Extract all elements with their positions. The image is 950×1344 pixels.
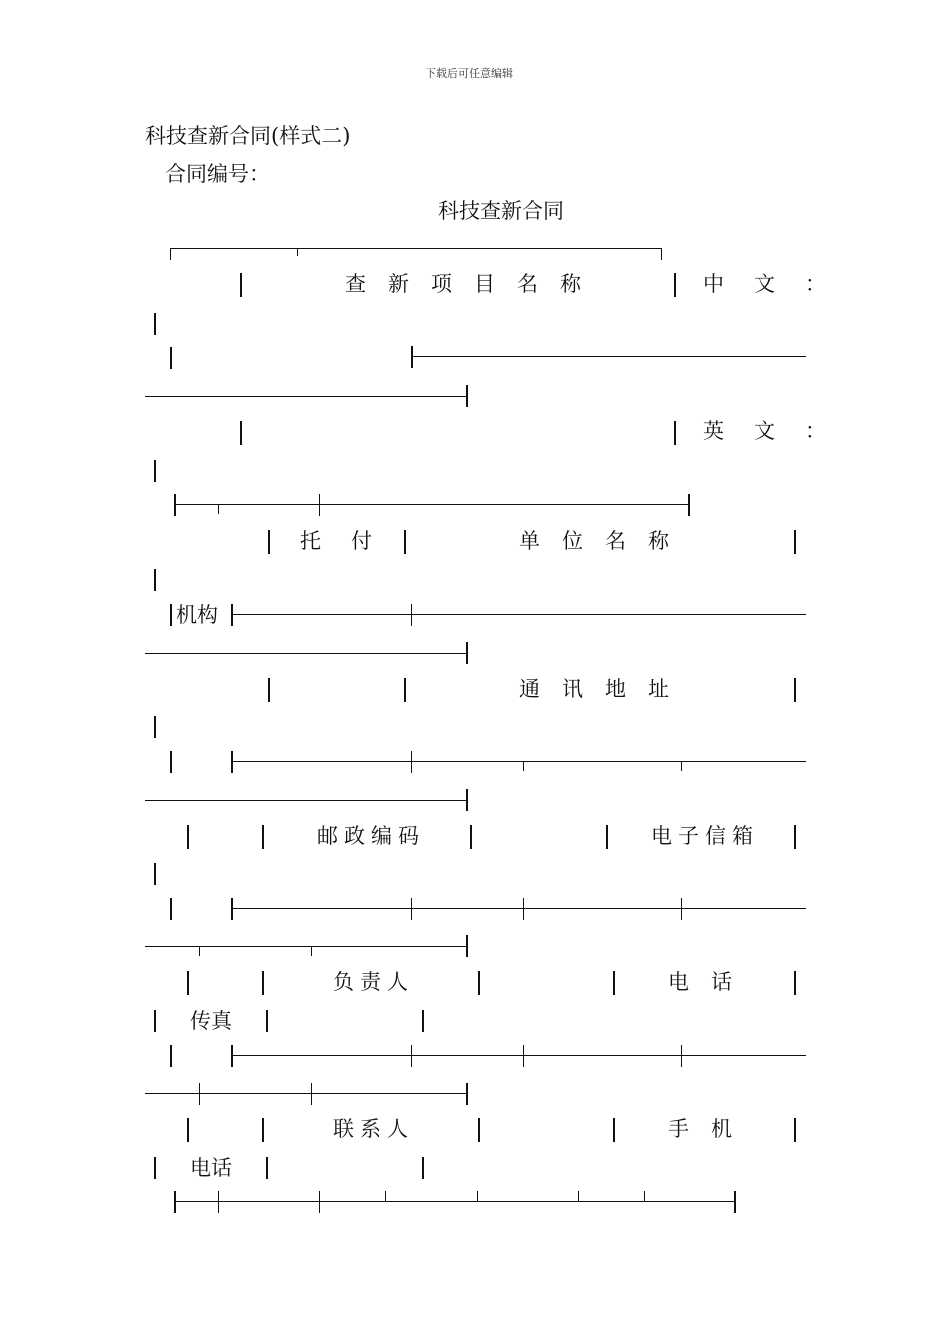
address-label: 通讯地址 <box>519 677 691 701</box>
row-separator <box>145 946 467 947</box>
cell-divider <box>240 421 242 445</box>
cell-divider <box>466 789 468 811</box>
cell-divider <box>154 716 156 738</box>
cell-divider <box>262 971 264 995</box>
cell-divider <box>154 569 156 591</box>
cell-divider <box>794 1118 796 1142</box>
row-separator <box>231 908 806 909</box>
cell-divider <box>674 421 676 445</box>
cell-divider <box>794 825 796 849</box>
cell-divider <box>681 761 682 771</box>
consignor-label: 托付 <box>300 529 402 553</box>
cell-divider <box>311 1083 312 1105</box>
cell-divider <box>466 385 468 407</box>
cell-divider <box>681 1045 682 1067</box>
cell-divider <box>466 642 468 664</box>
phone-label: 电话 <box>668 970 754 994</box>
person-in-charge-label: 负责人 <box>333 970 414 994</box>
cell-divider <box>199 946 200 956</box>
row-separator <box>231 1055 806 1056</box>
cell-divider <box>154 1157 156 1179</box>
row-separator <box>231 761 806 762</box>
cell-divider <box>404 678 406 702</box>
unit-name-label: 单位名称 <box>519 529 691 553</box>
cell-divider <box>154 313 156 335</box>
cell-divider <box>478 1118 480 1142</box>
cell-divider <box>681 898 682 920</box>
cell-divider <box>411 751 412 773</box>
cell-divider <box>266 1157 268 1179</box>
english-label: 英文： <box>703 419 856 443</box>
cell-divider <box>411 1045 412 1067</box>
cell-divider <box>613 971 615 995</box>
cell-divider <box>794 530 796 554</box>
cell-divider <box>470 825 472 849</box>
cell-divider <box>613 1118 615 1142</box>
chinese-label: 中文： <box>703 272 856 296</box>
row-separator <box>145 396 467 397</box>
cell-divider <box>794 971 796 995</box>
mobile-label: 手机 <box>668 1117 754 1141</box>
cell-divider <box>231 604 233 626</box>
cell-divider <box>170 604 172 626</box>
cell-divider <box>478 971 480 995</box>
cell-divider <box>187 1118 189 1142</box>
cell-divider <box>311 946 312 956</box>
cell-divider <box>466 935 468 957</box>
cell-divider <box>262 825 264 849</box>
row-separator <box>145 1093 467 1094</box>
cell-divider <box>170 751 172 773</box>
cell-divider <box>411 898 412 920</box>
center-title: 科技查新合同 <box>438 199 564 223</box>
cell-divider <box>187 825 189 849</box>
cell-divider <box>268 530 270 554</box>
cell-divider <box>266 1010 268 1032</box>
organization-label: 机构 <box>176 603 218 627</box>
row-separator <box>145 800 467 801</box>
row-separator <box>231 614 806 615</box>
contact-person-label: 联系人 <box>333 1117 414 1141</box>
project-name-label: 查新项目名称 <box>345 272 603 296</box>
cell-divider <box>170 347 172 369</box>
cell-divider <box>466 1083 468 1105</box>
cell-divider <box>411 346 413 368</box>
cell-divider <box>231 1045 233 1067</box>
cell-divider <box>606 825 608 849</box>
cell-divider <box>199 1083 200 1105</box>
fax-label: 传真 <box>190 1009 232 1033</box>
cell-divider <box>170 898 172 920</box>
cell-divider <box>523 1045 524 1067</box>
cell-divider <box>404 530 406 554</box>
document-title: 科技查新合同(样式二) <box>145 124 351 148</box>
cell-divider <box>154 460 156 482</box>
contact-phone-label: 电话 <box>190 1156 232 1180</box>
row-separator <box>411 356 806 357</box>
cell-divider <box>154 1010 156 1032</box>
postcode-label: 邮政编码 <box>317 824 425 848</box>
cell-divider <box>262 1118 264 1142</box>
cell-divider <box>422 1157 424 1179</box>
cell-divider <box>240 273 242 297</box>
cell-divider <box>523 761 524 771</box>
cell-divider <box>411 604 412 626</box>
cell-divider <box>231 898 233 920</box>
cell-divider <box>523 898 524 920</box>
row-separator <box>145 653 467 654</box>
cell-divider <box>170 1045 172 1067</box>
cell-divider <box>187 971 189 995</box>
contract-number-label: 合同编号： <box>165 162 270 186</box>
page-header-note: 下载后可任意编辑 <box>425 67 513 80</box>
cell-divider <box>674 273 676 297</box>
cell-divider <box>422 1010 424 1032</box>
email-label: 电子信箱 <box>651 824 759 848</box>
cell-divider <box>268 678 270 702</box>
cell-divider <box>231 751 233 773</box>
cell-divider <box>794 678 796 702</box>
cell-divider <box>154 863 156 885</box>
